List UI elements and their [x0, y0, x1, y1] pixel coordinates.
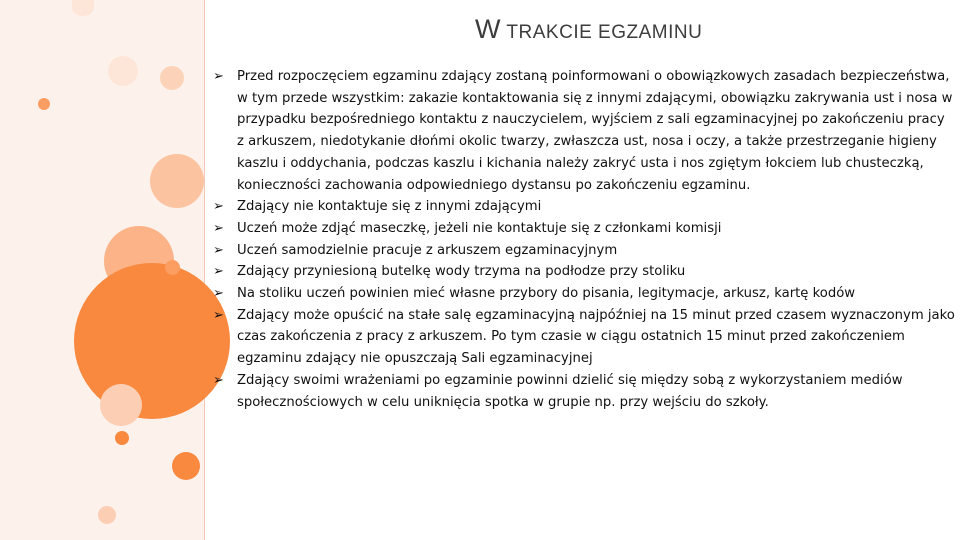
list-item-text: Zdający przyniesioną butelkę wody trzyma na podłodze przy stoliku	[237, 264, 686, 280]
slide-title	[475, 14, 702, 45]
decor-circle	[172, 452, 200, 480]
arrow-bullet-icon: ➢	[213, 199, 224, 215]
arrow-bullet-icon: ➢	[213, 220, 224, 236]
decor-circle	[160, 66, 184, 90]
arrow-bullet-icon: ➢	[213, 372, 224, 388]
decor-circle	[150, 154, 204, 208]
decor-circle	[100, 384, 142, 426]
list-item	[213, 240, 955, 262]
arrow-bullet-icon: ➢	[213, 69, 224, 84]
list-item	[213, 261, 955, 283]
list-item	[213, 283, 955, 305]
decor-circle	[72, 0, 94, 16]
decor-circle	[165, 260, 180, 275]
sidebar-divider	[204, 0, 205, 540]
arrow-bullet-icon: ➢	[213, 264, 224, 280]
list-item	[213, 370, 955, 413]
slide-title-rest: TRAKCIE EGZAMINU	[500, 22, 703, 43]
arrow-bullet-icon: ➢	[213, 242, 224, 258]
list-item-text: Zdający może opuścić na stałe salę egzaminacyjną najpóźniej na 15 minut przed czasem wyznaczonym jako czas zakończenia z pracy z arkuszem. Po tym czasie w ciągu ostatnich 15 minut przed zakończeniem egzaminu zdający nie opuszczają Sali egzaminacyjnej	[237, 307, 955, 367]
list-item	[213, 218, 955, 240]
arrow-bullet-icon: ➢	[213, 286, 224, 302]
decor-circle	[74, 263, 230, 419]
list-item-text: Uczeń samodzielnie pracuje z arkuszem egzaminacyjnym	[237, 242, 618, 258]
list-item-text: Przed rozpoczęciem egzaminu zdający zostaną poinformowani o obowiązkowych zasadach bezpieczeństwa, w tym przede wszystkim: zakazie kontaktowania się z innymi zdającymi, obowiązku zakrywania ust i nosa w przypadku bezpośredniego kontaktu z nauczycielem, wyjściem z sali egzaminacyjnej po zakończeniu pracy z arkuszem, niedotykanie dłońmi okolic twarzy, zwłaszcza ust, nosa i oczy, a także przestrzeganie higieny kaszlu i oddychania, podczas kaszlu i kichania należy zakryć usta i nos zgiętym łokciem lub chusteczką, konieczności zachowania odpowiedniego dystansu po zakończeniu egzaminu.	[237, 69, 953, 193]
list-item	[213, 66, 955, 196]
decor-circle	[115, 431, 129, 445]
decor-circle	[38, 98, 50, 110]
decor-circle	[108, 56, 138, 86]
list-item-text: Na stoliku uczeń powinien mieć własne przybory do pisania, legitymacje, arkusz, kartę kodów	[237, 286, 856, 302]
list-item-text: Zdający swoimi wrażeniami po egzaminie powinni dzielić się między sobą z wykorzystaniem mediów społecznościowych w celu uniknięcia spotka w grupie np. przy wejściu do szkoły.	[237, 372, 903, 410]
list-item	[213, 305, 955, 370]
slide-title-initial: W	[475, 14, 501, 44]
list-item-text: Uczeń może zdjąć maseczkę, jeżeli nie kontaktuje się z członkami komisji	[237, 220, 722, 236]
decor-circle	[98, 506, 116, 524]
list-item	[213, 196, 955, 218]
bullet-list	[213, 66, 955, 413]
arrow-bullet-icon: ➢	[213, 307, 224, 323]
list-item-text: Zdający nie kontaktuje się z innymi zdającymi	[237, 199, 542, 215]
